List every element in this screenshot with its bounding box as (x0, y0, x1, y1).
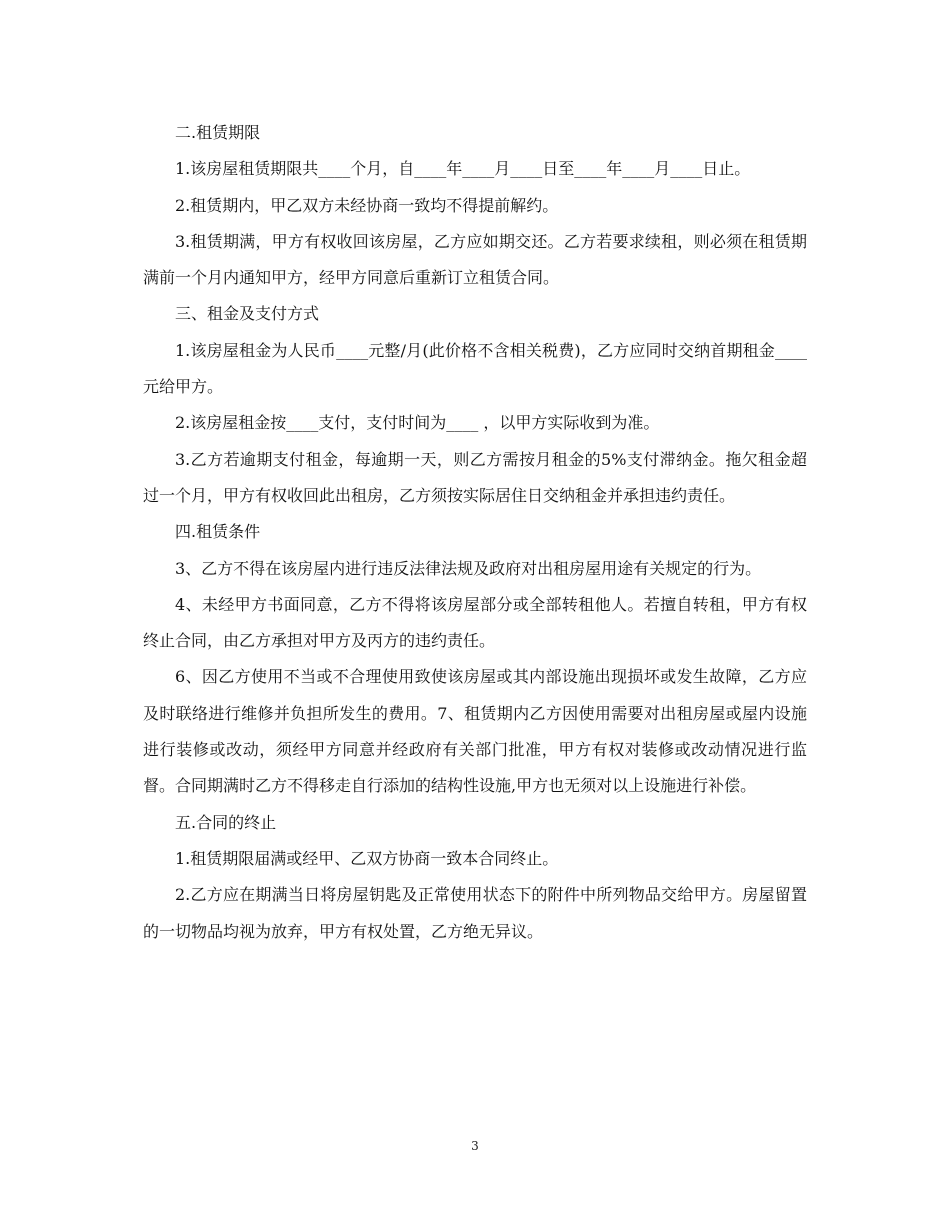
paragraph: 2.租赁期内，甲乙双方未经协商一致均不得提前解约。 (175, 195, 559, 215)
section-heading-termination: 五.合同的终止 (175, 812, 277, 832)
paragraph: 1.该房屋租金为人民币____元整/月(此价格不含相关税费)，乙方应同时交纳首期租金____元给甲方。 (143, 340, 807, 397)
document-body (143, 115, 807, 950)
page-number: 3 (471, 1139, 479, 1153)
paragraph: 6、因乙方使用不当或不合理使用致使该房屋或其内部设施出现损坏或发生故障，乙方应及时联络进行维修并负担所发生的费用。7、租赁期内乙方因使用需要对出租房屋或屋内设施进行装修或改动，须经甲方同意并经政府有关部门批准，甲方有权对装修或改动情况进行监督。合同期满时乙方不得移走自行添加的结构性设施,甲方也无须对以上设施进行补偿。 (143, 667, 807, 796)
paragraph: 3.租赁期满，甲方有权收回该房屋，乙方应如期交还。乙方若要求续租，则必须在租赁期满前一个月内通知甲方，经甲方同意后重新订立租赁合同。 (143, 231, 807, 288)
paragraph: 3、乙方不得在该房屋内进行违反法律法规及政府对出租房屋用途有关规定的行为。 (175, 558, 762, 578)
paragraph: 3.乙方若逾期支付租金，每逾期一天，则乙方需按月租金的5%支付滞纳金。拖欠租金超过一个月，甲方有权收回此出租房，乙方须按实际居住日交纳租金并承担违约责任。 (143, 449, 807, 505)
paragraph: 2.乙方应在期满当日将房屋钥匙及正常使用状态下的附件中所列物品交给甲方。房屋留置的一切物品均视为放弃，甲方有权处置，乙方绝无异议。 (143, 885, 807, 941)
section-heading-rent-payment: 三、租金及支付方式 (175, 304, 320, 324)
section-heading-lease-term: 二.租赁期限 (175, 123, 261, 142)
paragraph: 2.该房屋租金按____支付，支付时间为____ ，以甲方实际收到为准。 (175, 413, 660, 433)
paragraph: 4、未经甲方书面同意，乙方不得将该房屋部分或全部转租他人。若擅自转租，甲方有权终止合同，由乙方承担对甲方及丙方的违约责任。 (143, 594, 807, 651)
paragraph: 1.该房屋租赁期限共____个月，自____年____月____日至____年____月____日止。 (175, 159, 751, 179)
paragraph: 1.租赁期限届满或经甲、乙双方协商一致本合同终止。 (175, 848, 559, 868)
section-heading-lease-conditions: 四.租赁条件 (175, 522, 261, 542)
